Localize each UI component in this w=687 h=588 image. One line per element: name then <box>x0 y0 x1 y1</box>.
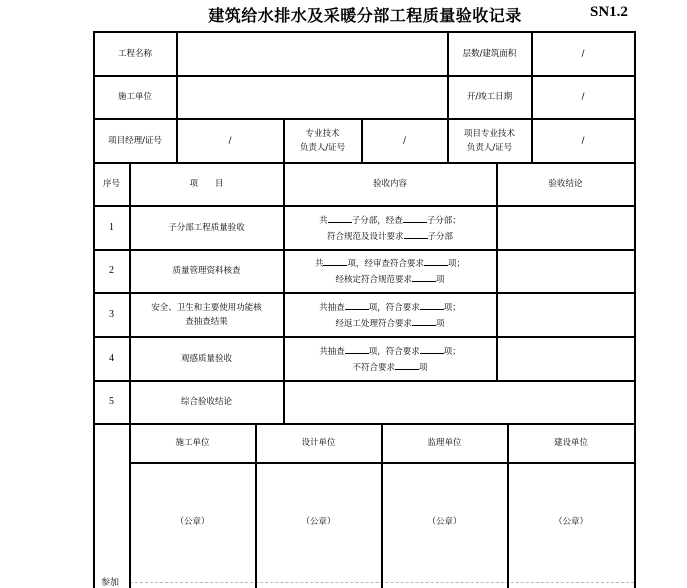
floors-area-label: 层数/建筑面积 <box>462 48 517 59</box>
row-conclusion-field[interactable] <box>497 206 634 249</box>
construction-unit-label: 施工单位 <box>117 92 152 102</box>
document-title: 建筑给水排水及采暖分部工程质量验收记录 <box>208 6 522 25</box>
seal-construction[interactable]: （公章） <box>175 517 210 527</box>
row-conclusion-field[interactable] <box>497 250 634 292</box>
tech-lead-label <box>284 119 361 162</box>
unit-name-owner: 建设单位 <box>553 438 588 448</box>
row-item: 安全、卫生和主要使用功能核 查抽查结果 <box>151 302 262 327</box>
start-end-date-field[interactable]: / <box>581 92 585 102</box>
row-content: 共 项，经审查符合要求 项； 经核定符合规范要求 项 <box>284 250 496 292</box>
row-content: 共抽查 项，符合要求 项； 经返工处理符合要求 项 <box>284 293 496 336</box>
overall-conclusion-field[interactable] <box>284 381 634 423</box>
header-seq: 序号 <box>102 179 120 189</box>
project-name-field[interactable] <box>177 32 447 75</box>
row-item: 子分部工程质量验收 <box>168 222 245 233</box>
unit-name-design: 设计单位 <box>301 438 336 448</box>
project-tech-lead-label <box>448 119 531 162</box>
header-conclusion: 验收结论 <box>548 179 583 189</box>
project-name-label: 工程名称 <box>117 48 152 59</box>
seal-supervision[interactable]: （公章） <box>427 517 462 527</box>
row-content: 共抽查 项，符合要求 项； 不符合要求 项 <box>284 337 496 380</box>
seal-owner[interactable]: （公章） <box>553 517 588 527</box>
grid-line <box>634 31 636 588</box>
form-code: SN1.2 <box>590 4 628 20</box>
project-tech-lead-field[interactable]: / <box>581 135 585 146</box>
row-conclusion-field[interactable] <box>497 337 634 380</box>
construction-unit-field[interactable] <box>177 76 447 118</box>
header-item: 项 目 <box>189 179 224 189</box>
unit-name-supervision: 监理单位 <box>427 438 462 448</box>
row-content: 共 子分部，经查 子分部； 符合规范及设计要求 子分部 <box>284 206 496 249</box>
row-seq: 3 <box>109 308 114 320</box>
tech-lead-label-line1: 专业技术 <box>305 128 340 139</box>
seal-design[interactable]: （公章） <box>301 517 336 527</box>
project-manager-label: 项目经理/证号 <box>108 135 162 146</box>
row-conclusion-field[interactable] <box>497 293 634 336</box>
header-content: 验收内容 <box>372 179 407 189</box>
row-item: 质量管理资料核查 <box>172 266 241 276</box>
row-item: 观感质量验收 <box>180 353 232 364</box>
participants-side-label: 参加 <box>101 578 120 588</box>
floors-area-field[interactable]: / <box>581 48 585 59</box>
row-seq: 4 <box>109 352 114 364</box>
tech-lead-field[interactable]: / <box>403 135 406 146</box>
row-item: 综合验收结论 <box>180 397 232 407</box>
tech-lead-label-line2: 负责人/证号 <box>299 142 346 153</box>
row-seq: 5 <box>109 396 114 407</box>
unit-name-construction: 施工单位 <box>175 438 210 448</box>
project-tech-lead-label-line2: 负责人/证号 <box>466 142 513 153</box>
row-seq: 1 <box>109 221 114 233</box>
row-seq: 2 <box>109 265 114 276</box>
start-end-date-label: 开/竣工日期 <box>466 92 513 102</box>
project-manager-field[interactable]: / <box>228 135 232 146</box>
project-tech-lead-label-line1: 项目专业技术 <box>463 128 515 139</box>
